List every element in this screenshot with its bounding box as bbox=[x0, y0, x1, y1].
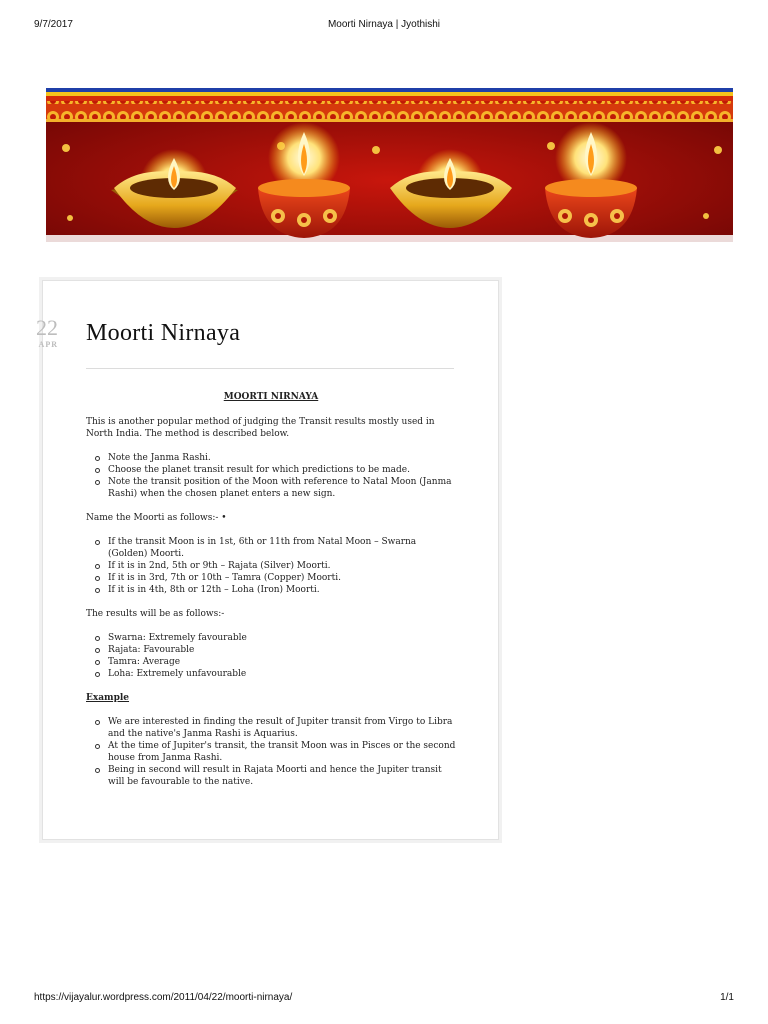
list-item: Rajata: Favourable bbox=[108, 644, 456, 656]
print-footer bbox=[0, 992, 768, 1006]
post-date-day: 22 bbox=[36, 316, 58, 340]
diya-banner-image bbox=[46, 88, 733, 242]
content-heading: MOORTI NIRNAYA bbox=[223, 392, 319, 402]
list-item: Swarna: Extremely favourable bbox=[108, 632, 456, 644]
list-item: Choose the planet transit result for which predictions to be made. bbox=[108, 464, 456, 476]
list-item: Note the transit position of the Moon with reference to Natal Moon (Janma Rashi) when the chosen planet enters a new sign. bbox=[108, 476, 456, 500]
list-item: Being in second will result in Rajata Moorti and hence the Jupiter transit will be favourable to the native. bbox=[108, 764, 456, 788]
title-divider bbox=[86, 368, 454, 369]
intro-paragraph: This is another popular method of judging the Transit results mostly used in North India. The method is described below. bbox=[86, 417, 435, 439]
results-line: The results will be as follows:- bbox=[86, 609, 225, 619]
moorti-list bbox=[86, 536, 456, 596]
print-title: Moorti Nirnaya | Jyothishi bbox=[327, 19, 441, 30]
list-item: Loha: Extremely unfavourable bbox=[108, 668, 456, 680]
list-item: Note the Janma Rashi. bbox=[108, 452, 456, 464]
list-item: At the time of Jupiter's transit, the transit Moon was in Pisces or the second house from Janma Rashi. bbox=[108, 741, 456, 763]
name-moorti-line: Name the Moorti as follows:- • bbox=[86, 513, 227, 523]
list-item: If the transit Moon is in 1st, 6th or 11th from Natal Moon – Swarna (Golden) Moorti. bbox=[108, 536, 456, 560]
header-banner[interactable] bbox=[46, 88, 733, 242]
post-title[interactable]: Moorti Nirnaya bbox=[86, 320, 241, 346]
list-item: If it is in 3rd, 7th or 10th – Tamra (Copper) Moorti. bbox=[108, 572, 456, 584]
post-date-month: APR bbox=[38, 340, 58, 349]
print-page-count: 1/1 bbox=[720, 992, 734, 1003]
post-content bbox=[86, 391, 456, 800]
print-header bbox=[0, 19, 768, 33]
list-item: We are interested in finding the result of Jupiter transit from Virgo to Libra and the native's Janma Rashi is Aquarius. bbox=[108, 716, 456, 740]
list-item: Tamra: Average bbox=[108, 656, 456, 668]
list-item: If it is in 2nd, 5th or 9th – Rajata (Silver) Moorti. bbox=[108, 560, 456, 572]
example-list bbox=[86, 716, 456, 788]
list-item: If it is in 4th, 8th or 12th – Loha (Iron) Moorti. bbox=[108, 584, 456, 596]
print-date: 9/7/2017 bbox=[34, 19, 73, 30]
results-list bbox=[86, 632, 456, 680]
steps-list bbox=[86, 452, 456, 500]
post-date-badge bbox=[34, 316, 60, 356]
example-label: Example bbox=[86, 693, 130, 703]
print-url[interactable]: https://vijayalur.wordpress.com/2011/04/22/moorti-nirnaya/ bbox=[34, 992, 293, 1003]
